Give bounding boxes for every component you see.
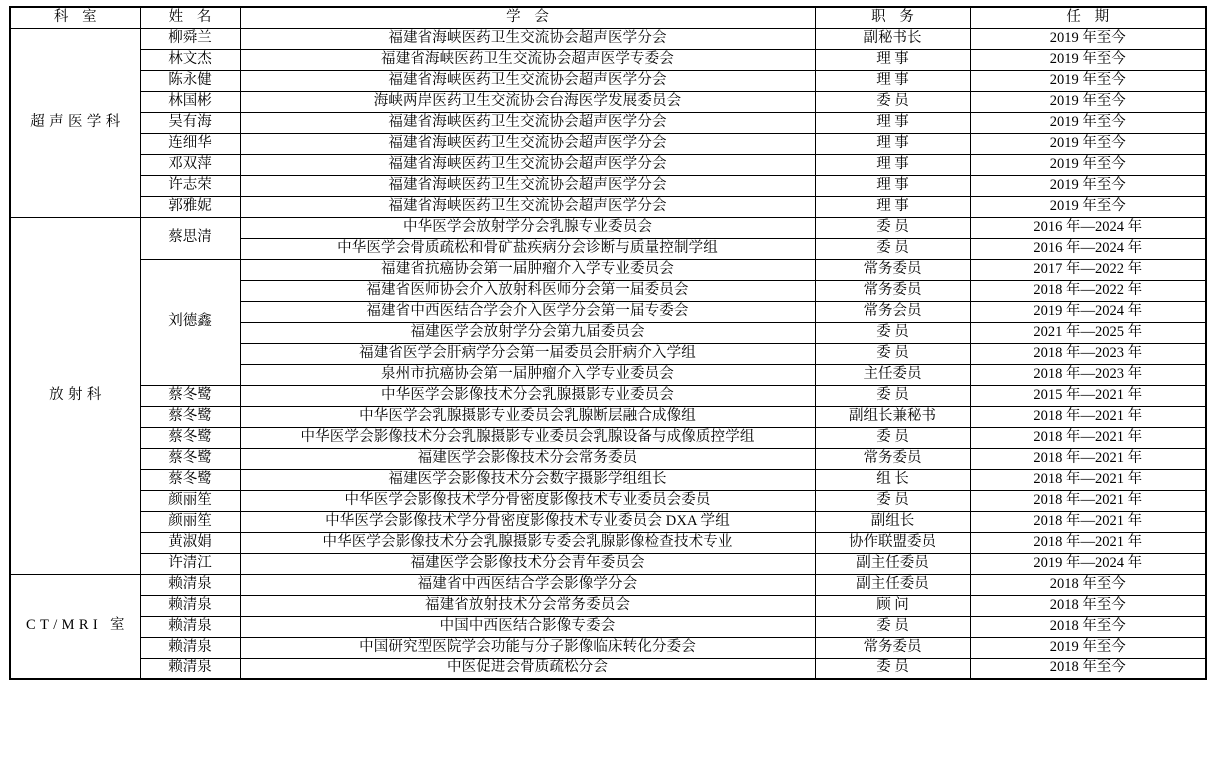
association-cell: 中华医学会影像技术分会乳腺摄影专委会乳腺影像检查技术专业 <box>240 532 815 553</box>
association-cell: 福建省放射技术分会常务委员会 <box>240 595 815 616</box>
name-cell: 颜丽笙 <box>140 490 240 511</box>
term-cell: 2018 年至今 <box>970 658 1206 679</box>
table-row <box>10 616 1206 637</box>
table-row <box>10 385 1206 406</box>
role-cell: 理 事 <box>815 196 970 217</box>
association-cell: 福建省中西医结合学会介入医学分会第一届专委会 <box>240 301 815 322</box>
role-cell: 组 长 <box>815 469 970 490</box>
association-cell: 福建医学会放射学分会第九届委员会 <box>240 322 815 343</box>
association-cell: 福建省海峡医药卫生交流协会超声医学分会 <box>240 70 815 91</box>
table-row <box>10 28 1206 49</box>
role-cell: 委 员 <box>815 658 970 679</box>
association-cell: 福建医学会影像技术分会青年委员会 <box>240 553 815 574</box>
association-cell: 福建医学会影像技术分会数字摄影学组组长 <box>240 469 815 490</box>
term-cell: 2019 年至今 <box>970 154 1206 175</box>
name-cell: 蔡冬鹭 <box>140 427 240 448</box>
name-cell: 黄淑娟 <box>140 532 240 553</box>
name-cell: 赖清泉 <box>140 574 240 595</box>
association-cell: 福建省海峡医药卫生交流协会超声医学分会 <box>240 196 815 217</box>
role-cell: 委 员 <box>815 616 970 637</box>
society-membership-table <box>9 6 1207 680</box>
name-cell: 郭雅妮 <box>140 196 240 217</box>
name-cell: 蔡思清 <box>140 217 240 259</box>
table-row <box>10 49 1206 70</box>
role-cell: 常务会员 <box>815 301 970 322</box>
role-cell: 常务委员 <box>815 280 970 301</box>
role-cell: 常务委员 <box>815 259 970 280</box>
table-row <box>10 91 1206 112</box>
header-term: 任 期 <box>970 7 1206 28</box>
association-cell: 福建省医师协会介入放射科医师分会第一届委员会 <box>240 280 815 301</box>
table-header-row <box>10 7 1206 28</box>
term-cell: 2019 年至今 <box>970 49 1206 70</box>
table-row <box>10 595 1206 616</box>
role-cell: 委 员 <box>815 217 970 238</box>
table-row <box>10 574 1206 595</box>
term-cell: 2019 年至今 <box>970 112 1206 133</box>
table-row <box>10 217 1206 238</box>
term-cell: 2019 年至今 <box>970 91 1206 112</box>
term-cell: 2018 年—2021 年 <box>970 406 1206 427</box>
name-cell: 赖清泉 <box>140 595 240 616</box>
header-role: 职 务 <box>815 7 970 28</box>
table-row <box>10 154 1206 175</box>
name-cell: 许清江 <box>140 553 240 574</box>
name-cell: 柳舜兰 <box>140 28 240 49</box>
name-cell: 林国彬 <box>140 91 240 112</box>
term-cell: 2018 年—2021 年 <box>970 511 1206 532</box>
term-cell: 2015 年—2021 年 <box>970 385 1206 406</box>
role-cell: 理 事 <box>815 175 970 196</box>
association-cell: 福建省抗癌协会第一届肿瘤介入学专业委员会 <box>240 259 815 280</box>
role-cell: 常务委员 <box>815 637 970 658</box>
term-cell: 2017 年—2022 年 <box>970 259 1206 280</box>
term-cell: 2018 年—2022 年 <box>970 280 1206 301</box>
association-cell: 福建省海峡医药卫生交流协会超声医学分会 <box>240 133 815 154</box>
association-cell: 福建医学会影像技术分会常务委员 <box>240 448 815 469</box>
role-cell: 理 事 <box>815 154 970 175</box>
association-cell: 中国中西医结合影像专委会 <box>240 616 815 637</box>
role-cell: 副组长 <box>815 511 970 532</box>
role-cell: 委 员 <box>815 322 970 343</box>
association-cell: 中华医学会骨质疏松和骨矿盐疾病分会诊断与质量控制学组 <box>240 238 815 259</box>
term-cell: 2019 年至今 <box>970 133 1206 154</box>
term-cell: 2018 年—2021 年 <box>970 490 1206 511</box>
name-cell: 赖清泉 <box>140 658 240 679</box>
term-cell: 2019 年—2024 年 <box>970 553 1206 574</box>
table-row <box>10 658 1206 679</box>
role-cell: 副组长兼秘书 <box>815 406 970 427</box>
association-cell: 中华医学会乳腺摄影专业委员会乳腺断层融合成像组 <box>240 406 815 427</box>
name-cell: 颜丽笙 <box>140 511 240 532</box>
table-row <box>10 133 1206 154</box>
term-cell: 2019 年至今 <box>970 28 1206 49</box>
term-cell: 2018 年—2021 年 <box>970 448 1206 469</box>
term-cell: 2018 年—2023 年 <box>970 343 1206 364</box>
association-cell: 福建省海峡医药卫生交流协会超声医学分会 <box>240 112 815 133</box>
role-cell: 委 员 <box>815 427 970 448</box>
table-row <box>10 406 1206 427</box>
role-cell: 委 员 <box>815 343 970 364</box>
table-row <box>10 70 1206 91</box>
term-cell: 2019 年至今 <box>970 637 1206 658</box>
name-cell: 刘德鑫 <box>140 259 240 385</box>
name-cell: 蔡冬鹭 <box>140 448 240 469</box>
term-cell: 2019 年至今 <box>970 70 1206 91</box>
department-cell: 超声医学科 <box>10 28 140 217</box>
role-cell: 委 员 <box>815 385 970 406</box>
association-cell: 福建省医学会肝病学分会第一届委员会肝病介入学组 <box>240 343 815 364</box>
table-row <box>10 532 1206 553</box>
term-cell: 2018 年至今 <box>970 574 1206 595</box>
role-cell: 主任委员 <box>815 364 970 385</box>
table-row <box>10 427 1206 448</box>
name-cell: 吴有海 <box>140 112 240 133</box>
role-cell: 理 事 <box>815 70 970 91</box>
name-cell: 赖清泉 <box>140 637 240 658</box>
name-cell: 蔡冬鹭 <box>140 469 240 490</box>
term-cell: 2016 年—2024 年 <box>970 217 1206 238</box>
table-row <box>10 637 1206 658</box>
table-row <box>10 490 1206 511</box>
term-cell: 2019 年至今 <box>970 196 1206 217</box>
role-cell: 协作联盟委员 <box>815 532 970 553</box>
role-cell: 副秘书长 <box>815 28 970 49</box>
name-cell: 蔡冬鹭 <box>140 385 240 406</box>
table-row <box>10 448 1206 469</box>
role-cell: 副主任委员 <box>815 553 970 574</box>
association-cell: 中国研究型医院学会功能与分子影像临床转化分委会 <box>240 637 815 658</box>
table-row <box>10 511 1206 532</box>
role-cell: 委 员 <box>815 238 970 259</box>
role-cell: 副主任委员 <box>815 574 970 595</box>
association-cell: 中医促进会骨质疏松分会 <box>240 658 815 679</box>
header-department: 科 室 <box>10 7 140 28</box>
table-row <box>10 112 1206 133</box>
table-body <box>10 28 1206 679</box>
term-cell: 2016 年—2024 年 <box>970 238 1206 259</box>
association-cell: 中华医学会影像技术学分骨密度影像技术专业委员会 DXA 学组 <box>240 511 815 532</box>
name-cell: 林文杰 <box>140 49 240 70</box>
association-cell: 福建省海峡医药卫生交流协会超声医学分会 <box>240 154 815 175</box>
term-cell: 2018 年—2021 年 <box>970 469 1206 490</box>
association-cell: 福建省海峡医药卫生交流协会超声医学分会 <box>240 175 815 196</box>
header-association: 学 会 <box>240 7 815 28</box>
term-cell: 2019 年—2024 年 <box>970 301 1206 322</box>
term-cell: 2018 年至今 <box>970 616 1206 637</box>
term-cell: 2018 年—2021 年 <box>970 427 1206 448</box>
header-name: 姓 名 <box>140 7 240 28</box>
table-row <box>10 196 1206 217</box>
role-cell: 委 员 <box>815 91 970 112</box>
term-cell: 2019 年至今 <box>970 175 1206 196</box>
name-cell: 陈永健 <box>140 70 240 91</box>
association-cell: 中华医学会影像技术分会乳腺摄影专业委员会乳腺设备与成像质控学组 <box>240 427 815 448</box>
association-cell: 中华医学会放射学分会乳腺专业委员会 <box>240 217 815 238</box>
association-cell: 海峡两岸医药卫生交流协会台海医学发展委员会 <box>240 91 815 112</box>
name-cell: 许志荣 <box>140 175 240 196</box>
association-cell: 中华医学会影像技术分会乳腺摄影专业委员会 <box>240 385 815 406</box>
term-cell: 2018 年—2023 年 <box>970 364 1206 385</box>
association-cell: 福建省海峡医药卫生交流协会超声医学分会 <box>240 28 815 49</box>
table-row <box>10 469 1206 490</box>
department-cell: 放射科 <box>10 217 140 574</box>
role-cell: 顾 问 <box>815 595 970 616</box>
table-row <box>10 175 1206 196</box>
name-cell: 蔡冬鹭 <box>140 406 240 427</box>
term-cell: 2021 年—2025 年 <box>970 322 1206 343</box>
term-cell: 2018 年—2021 年 <box>970 532 1206 553</box>
role-cell: 委 员 <box>815 490 970 511</box>
association-cell: 福建省中西医结合学会影像学分会 <box>240 574 815 595</box>
table-header <box>10 7 1206 28</box>
role-cell: 理 事 <box>815 112 970 133</box>
role-cell: 理 事 <box>815 133 970 154</box>
table-row <box>10 553 1206 574</box>
association-cell: 福建省海峡医药卫生交流协会超声医学专委会 <box>240 49 815 70</box>
name-cell: 邓双萍 <box>140 154 240 175</box>
name-cell: 赖清泉 <box>140 616 240 637</box>
name-cell: 连细华 <box>140 133 240 154</box>
association-cell: 泉州市抗癌协会第一届肿瘤介入学专业委员会 <box>240 364 815 385</box>
association-cell: 中华医学会影像技术学分骨密度影像技术专业委员会委员 <box>240 490 815 511</box>
role-cell: 理 事 <box>815 49 970 70</box>
role-cell: 常务委员 <box>815 448 970 469</box>
department-cell: CT/MRI 室 <box>10 574 140 679</box>
table-row <box>10 259 1206 280</box>
term-cell: 2018 年至今 <box>970 595 1206 616</box>
